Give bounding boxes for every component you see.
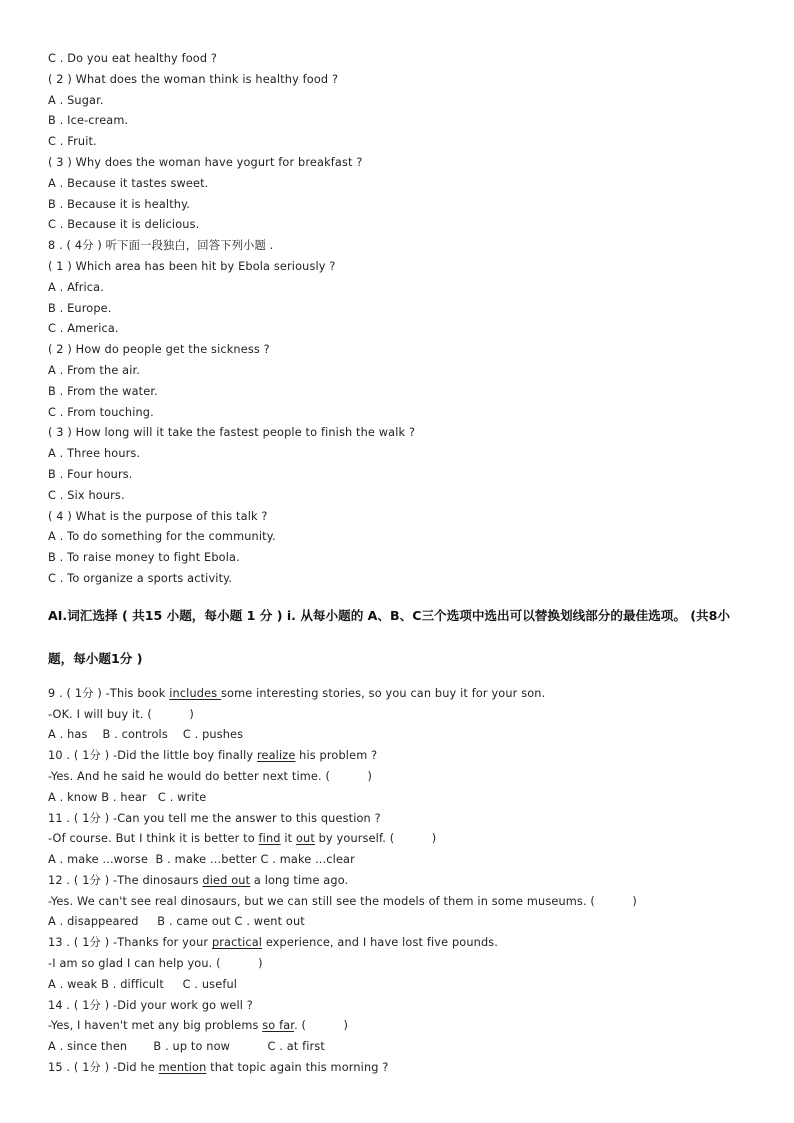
underlined-word: practical	[211, 936, 263, 950]
question-13-reply: -I am so glad I can help you. ( )	[48, 957, 263, 971]
question-10-options: A . know B . hear C . write	[48, 790, 207, 804]
question-11-reply	[48, 829, 758, 850]
question-11-stem: 11 . ( 1分 ) -Can you tell me the answer to this question ?	[48, 811, 381, 825]
text-line: ( 2 ) What does the woman think is healthy food ?	[48, 72, 339, 86]
stem-text: 9 . ( 1分 ) -This book	[48, 686, 170, 700]
reply-text: by yourself. ( )	[314, 832, 437, 846]
text-line: A . Three hours.	[48, 447, 141, 461]
text-line: C . To organize a sports activity.	[48, 571, 233, 585]
question-15-stem	[48, 1058, 758, 1079]
section-heading: AI.词汇选择 ( 共15 小题，每小题 1 分 ) i. 从每小题的 A、B、C三个选项中选出可以替换划线部分的最佳选项。 (共8小题，每小题1分 )	[48, 607, 731, 666]
underlined-word: died out	[202, 873, 251, 887]
text-line: 8 . ( 4分 ) 听下面一段独白，回答下列小题 .	[48, 239, 274, 253]
text-line: A . From the air.	[48, 363, 141, 377]
text-line: A . Sugar.	[48, 93, 104, 107]
text-line: C . From touching.	[48, 405, 154, 419]
text-line: B . Ice-cream.	[48, 114, 129, 128]
underlined-word: includes	[169, 686, 221, 700]
text-line: ( 3 ) How long will it take the fastest people to finish the walk ?	[48, 426, 416, 440]
text-line: A . Africa.	[48, 280, 104, 294]
text-line: ( 4 ) What is the purpose of this talk ?	[48, 509, 268, 523]
stem-text: experience, and I have lost five pounds.	[262, 936, 499, 950]
text-line: B . Because it is healthy.	[48, 197, 191, 211]
text-line: ( 1 ) Which area has been hit by Ebola seriously ?	[48, 259, 336, 273]
reply-text: it	[280, 832, 296, 846]
document-page	[48, 49, 758, 1079]
reply-text: -Yes, I haven't met any big problems	[48, 1019, 263, 1033]
stem-text: 10 . ( 1分 ) -Did the little boy finally	[48, 749, 257, 763]
text-line: ( 3 ) Why does the woman have yogurt for breakfast ?	[48, 155, 363, 169]
stem-text: 15 . ( 1分 ) -Did he	[48, 1061, 159, 1075]
question-9-reply: -OK. I will buy it. ( )	[48, 707, 194, 721]
text-line: B . Four hours.	[48, 467, 133, 481]
question-10-stem	[48, 746, 758, 767]
underlined-word: realize	[256, 749, 296, 763]
text-line: A . To do something for the community.	[48, 530, 276, 544]
reply-text: . ( )	[294, 1019, 349, 1033]
question-9-options: A . has B . controls C . pushes	[48, 728, 244, 742]
text-line: ( 2 ) How do people get the sickness ?	[48, 343, 270, 357]
stem-text: 13 . ( 1分 ) -Thanks for your	[48, 936, 212, 950]
underlined-word: find	[258, 832, 281, 846]
question-11-options: A . make ...worse B . make ...better C . make ...clear	[48, 853, 355, 867]
underlined-word: out	[295, 832, 315, 846]
question-12-reply: -Yes. We can't see real dinosaurs, but we can still see the models of them in some museums. ( )	[48, 894, 637, 908]
text-line: C . Do you eat healthy food ?	[48, 52, 218, 65]
text-line: B . From the water.	[48, 384, 158, 398]
question-14-reply	[48, 1016, 758, 1037]
stem-text: that topic again this morning ?	[206, 1061, 389, 1075]
text-line: C . America.	[48, 322, 119, 336]
text-line: A . Because it tastes sweet.	[48, 176, 209, 190]
stem-text: his problem ?	[295, 749, 378, 763]
question-13-options: A . weak B . difficult C . useful	[48, 977, 238, 991]
stem-text: a long time ago.	[250, 873, 349, 887]
question-14-stem: 14 . ( 1分 ) -Did your work go well ?	[48, 998, 253, 1012]
text-line: B . Europe.	[48, 301, 112, 315]
stem-text: 12 . ( 1分 ) -The dinosaurs	[48, 873, 203, 887]
text-line: C . Because it is delicious.	[48, 218, 200, 232]
question-12-stem	[48, 871, 758, 892]
question-13-stem	[48, 933, 758, 954]
text-line: C . Six hours.	[48, 488, 125, 502]
underlined-word: so far	[262, 1019, 295, 1033]
underlined-word: mention	[158, 1061, 207, 1075]
listening-section	[48, 49, 758, 590]
question-12-options: A . disappeared B . came out C . went out	[48, 915, 305, 929]
vocabulary-section	[48, 684, 758, 1079]
text-line: B . To raise money to fight Ebola.	[48, 551, 240, 565]
question-9-stem	[48, 684, 758, 705]
reply-text: -Of course. But I think it is better to	[48, 832, 259, 846]
question-10-reply: -Yes. And he said he would do better next time. ( )	[48, 769, 373, 783]
question-14-options: A . since then B . up to now C . at first	[48, 1040, 325, 1054]
text-line: C . Fruit.	[48, 135, 97, 149]
stem-text: some interesting stories, so you can buy it for your son.	[220, 686, 546, 700]
